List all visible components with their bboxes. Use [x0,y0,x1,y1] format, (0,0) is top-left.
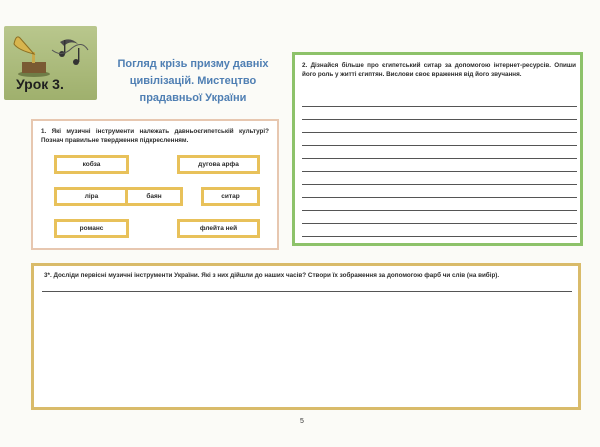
word-bow-harp[interactable]: дугова арфа [177,155,260,174]
answer-line[interactable] [302,197,577,198]
lesson-title-line-1: Погляд крізь призму давніх [117,58,269,70]
word-ney-flute[interactable]: флейта ней [177,219,260,238]
lesson-title-line-2: цивілізацій. Мистецтво [129,75,257,87]
task-2-text: 2. Дізнайся більше про єгипетський ситар за допомогою інтернет-ресурсів. Опиши його роль у житті єгиптян. Вислови своє враження від його звучання. [302,62,576,78]
page-number: 5 [300,418,304,425]
task-1-box [31,119,279,250]
lesson-title-line-3: прадавньої України [139,92,247,104]
task-3-box [31,263,581,410]
gramophone-icon [12,32,90,78]
word-lyre[interactable]: ліра [54,187,129,206]
answer-line[interactable] [302,184,577,185]
answer-line[interactable] [42,291,572,292]
task-3-text: 3*. Досліди первісні музичні інструменти України. Які з них дійшли до наших часів? Створи їх зображення за допомогою фарб чи слів (на вибір). [44,272,500,279]
answer-line[interactable] [302,171,577,172]
answer-line[interactable] [302,119,577,120]
answer-line[interactable] [302,132,577,133]
answer-line[interactable] [302,158,577,159]
word-romance[interactable]: романс [54,219,129,238]
answer-line[interactable] [302,223,577,224]
answer-line[interactable] [302,210,577,211]
lesson-label: Урок 3. [16,76,64,92]
word-bayan[interactable]: баян [125,187,183,206]
word-sitar[interactable]: ситар [201,187,260,206]
lesson-badge [4,26,97,100]
answer-line[interactable] [302,106,577,107]
answer-line[interactable] [302,236,577,237]
task-2-box [292,52,583,246]
lesson-title [108,56,278,107]
task-1-text: 1. Які музичні інструменти належать давньоєгипетській культурі? Познач правильне твердження підкресленням. [41,128,269,144]
answer-line[interactable] [302,145,577,146]
word-kobza[interactable]: кобза [54,155,129,174]
